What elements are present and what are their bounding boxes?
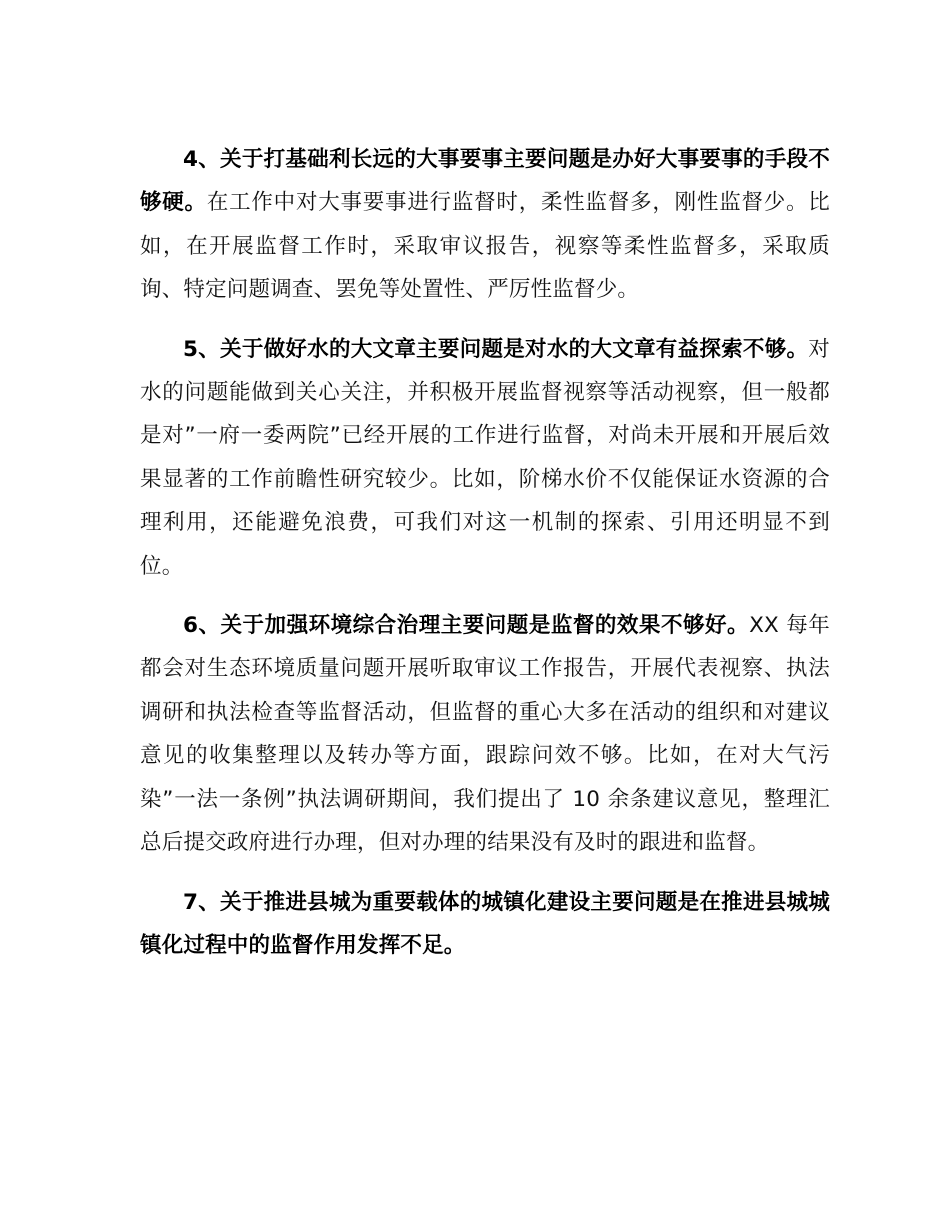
paragraph-6: [140, 604, 830, 864]
paragraph-7-heading: 7、关于推进县城为重要载体的城镇化建设主要问题是在推进县城城镇化过程中的监督作用发挥不足。: [140, 889, 830, 958]
document-body: [140, 138, 830, 983]
paragraph-4-body: 在工作中对大事要事进行监督时，柔性监督多，刚性监督少。比如，在开展监督工作时，采取审议报告，视察等柔性监督多，采取质询、特定问题调查、罢免等处置性、严厉性监督少。: [140, 190, 830, 303]
paragraph-5-heading: 5、关于做好水的大文章主要问题是对水的大文章有益探索不够。: [183, 336, 809, 362]
paragraph-6-body: XX 每年都会对生态环境质量问题开展听取审议工作报告，开展代表视察、执法调研和执法检查等监督活动，但监督的重心大多在活动的组织和对建议意见的收集整理以及转办等方面，跟踪问效不够。比如，在对大气污染”一法一条例”执法调研期间，我们提出了 10 余条建议意见，整理汇总后提交政府进行办理，但对办理的结果没有及时的跟进和监督。: [140, 613, 830, 856]
paragraph-4: [140, 138, 830, 312]
paragraph-7: [140, 881, 830, 968]
paragraph-5-body: 对水的问题能做到关心关注，并积极开展监督视察等活动视察，但一般都是对”一府一委两院”已经开展的工作进行监督，对尚未开展和开展后效果显著的工作前瞻性研究较少。比如，阶梯水价不仅能保证水资源的合理利用，还能避免浪费，可我们对这一机制的探索、引用还明显不到位。: [140, 336, 830, 579]
paragraph-4-heading: 4、关于打基础利长远的大事要事主要问题是办好大事要事的手段不够硬。: [140, 147, 830, 216]
paragraph-5: [140, 328, 830, 588]
paragraph-6-heading: 6、关于加强环境综合治理主要问题是监督的效果不够好。: [183, 613, 750, 639]
